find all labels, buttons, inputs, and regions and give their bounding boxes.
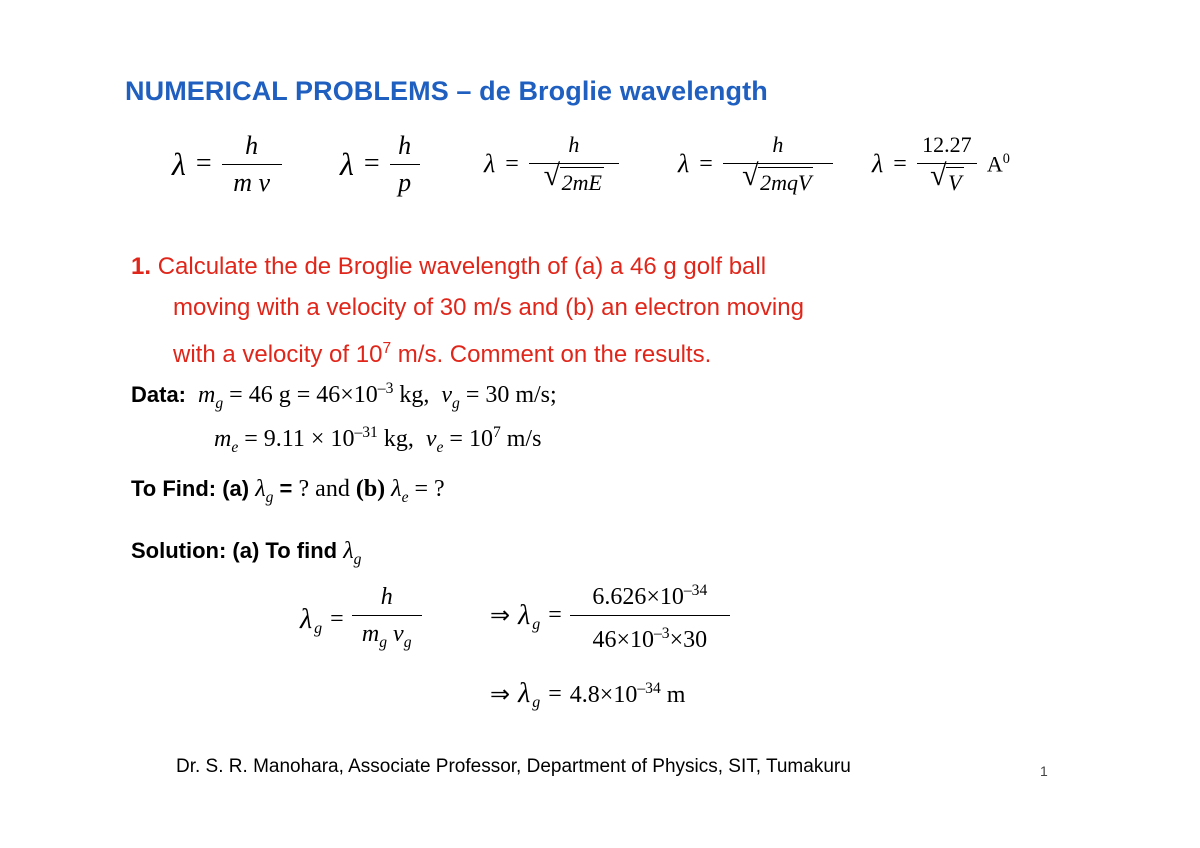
problem-number: 1.	[131, 253, 152, 280]
footer-author: Dr. S. R. Manohara, Associate Professor, Department of Physics, SIT, Tumakuru	[176, 756, 851, 777]
solution-result: ⇒ λ $_g$ = $4.8\times 10^{-34}$ m	[490, 678, 686, 711]
problem-line-3: with a velocity of $10^7$ m/s. Comment on the results.	[173, 340, 712, 368]
solution-equation-1: λ g = $\frac{h}{m_g v_g}$	[300, 582, 422, 658]
formula-mv: λ = $\frac{h}{\text{m v}}$	[172, 124, 282, 204]
problem-line-1: Calculate the de Broglie wavelength of (a) a 46 g golf ball	[157, 253, 767, 280]
data-line-1: Data: $m_g = 46$ $g = 46\times 10^{-3}$ kg, $v_g = 30$ m/s;	[131, 380, 557, 412]
formula-energy: λ = h √ 2mE	[484, 124, 619, 204]
problem-line-2: moving with a velocity of 30 m/s and (b) an electron moving	[173, 294, 804, 321]
solution-heading: Solution: (a) To find $\lambda_g$	[131, 538, 362, 568]
formula-voltage: λ = h √ 2mqV	[678, 124, 833, 204]
formula-angstrom: λ = 12.27 √ V $A^0$	[872, 124, 1010, 204]
data-line-2: $m_e = 9.11 \times 10^{-31}$ kg, $v_e = 10^7$ m/s	[214, 424, 542, 456]
formula-p: λ = $\frac{h}{p}$	[340, 124, 420, 204]
to-find-line: To Find: (a) $\lambda_g$ = ? and (b) $\lambda_e$ = ?	[131, 476, 445, 506]
problem-statement	[131, 246, 1036, 375]
page-number: 1	[1040, 763, 1048, 779]
solution-equation-2: ⇒ λ g = $\frac{6.626\times 10^{-34}}{46\times 10^{-3}\times 30}$	[490, 576, 730, 655]
slide-title: NUMERICAL PROBLEMS – de Broglie wavelength	[125, 76, 768, 106]
